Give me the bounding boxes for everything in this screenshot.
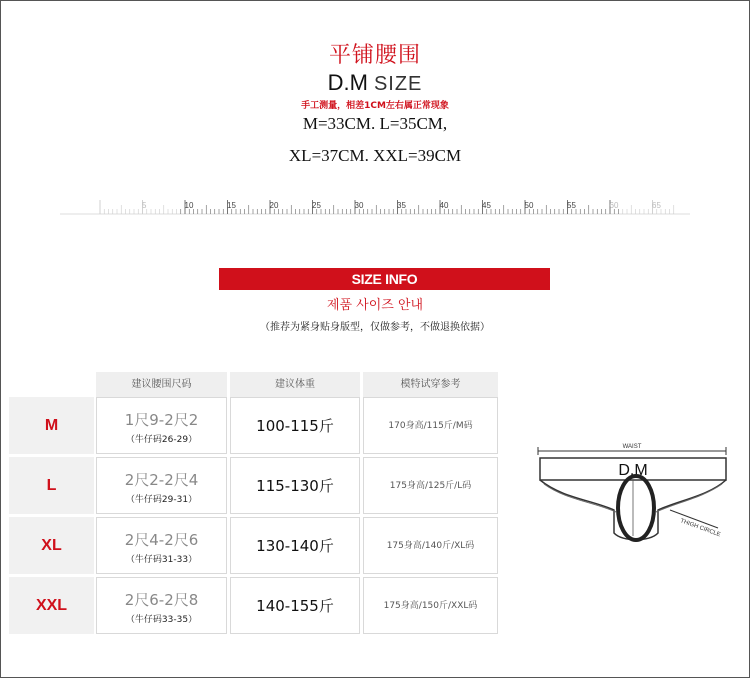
size-label: XXL [9, 577, 94, 634]
model-cell: 170身高/115斤/M码 [363, 397, 498, 454]
table-row [9, 577, 498, 634]
size-table [9, 372, 498, 638]
weight-cell: 140-155斤 [230, 577, 360, 634]
brand-name: D.M [327, 70, 368, 95]
table-row [9, 397, 498, 454]
ruler-label: 65 [652, 201, 661, 210]
pouch-outline [618, 476, 654, 540]
waist-chi: 2尺6-2尺8 [124, 591, 199, 609]
model-cell: 175身高/125斤/L码 [363, 457, 498, 514]
weight-cell: 130-140斤 [230, 517, 360, 574]
ruler-label: 35 [397, 201, 406, 210]
measurement-note: 手工测量，相差1CM左右属正常现象 [301, 101, 449, 111]
jeans-size: （牛仔码33-35） [125, 615, 198, 625]
header-model-ref: 模特试穿参考 [363, 372, 498, 397]
ruler-label: 25 [312, 201, 321, 210]
korean-subtitle: 제품 사이즈 안내 [326, 298, 424, 313]
waist-cell [96, 517, 227, 574]
waist-sizes-line-2: XL=37CM. XXL=39CM [288, 146, 462, 165]
waist-chi: 2尺4-2尺6 [124, 531, 199, 549]
table-row [9, 457, 498, 514]
waist-cell [96, 457, 227, 514]
waist-chi: 2尺2-2尺4 [124, 471, 199, 489]
header-weight: 建议体重 [230, 372, 360, 397]
ruler-label: 5 [142, 201, 147, 210]
jeans-size: （牛仔码29-31） [125, 495, 198, 505]
waist-cell [96, 397, 227, 454]
measuring-ruler [0, 188, 750, 228]
weight-cell: 115-130斤 [230, 457, 360, 514]
ruler-label: 30 [354, 201, 364, 210]
waist-label: WAIST [622, 444, 642, 450]
ruler-label: 15 [227, 201, 236, 210]
header-waist-size: 建议腰围尺码 [96, 372, 227, 397]
ruler-label: 55 [567, 201, 576, 210]
jeans-size: （牛仔码26-29） [125, 435, 198, 445]
brief-diagram [522, 438, 742, 548]
size-label: M [9, 397, 94, 454]
ruler-label: 10 [184, 201, 194, 210]
table-row [9, 517, 498, 574]
jeans-size: （牛仔码31-33） [125, 555, 198, 565]
size-word: SIZE [373, 73, 423, 95]
brand-heading [0, 70, 750, 96]
waist-sizes-line-1: M=33CM. L=35CM, [302, 114, 448, 133]
ruler-label: 20 [269, 201, 279, 210]
flat-waist-title: 平铺腰围 [328, 43, 421, 68]
model-cell: 175身高/150斤/XXL码 [363, 577, 498, 634]
waist-cell [96, 577, 227, 634]
ruler-label: 50 [524, 201, 534, 210]
waistband-brand: D.M [618, 462, 648, 479]
waist-chi: 1尺9-2尺2 [124, 411, 199, 429]
thigh-label: THIGH CIRCLE [679, 518, 722, 539]
model-cell: 175身高/140斤/XL码 [363, 517, 498, 574]
size-label: L [9, 457, 94, 514]
fit-advice: （推荐为紧身贴身版型，仅做参考，不做退换依据） [260, 322, 490, 333]
ruler-label: 45 [482, 201, 491, 210]
ruler-label: 40 [439, 201, 449, 210]
size-info-banner: SIZE INFO [219, 268, 550, 290]
size-label: XL [9, 517, 94, 574]
weight-cell: 100-115斤 [230, 397, 360, 454]
ruler-label: 60 [609, 201, 619, 210]
